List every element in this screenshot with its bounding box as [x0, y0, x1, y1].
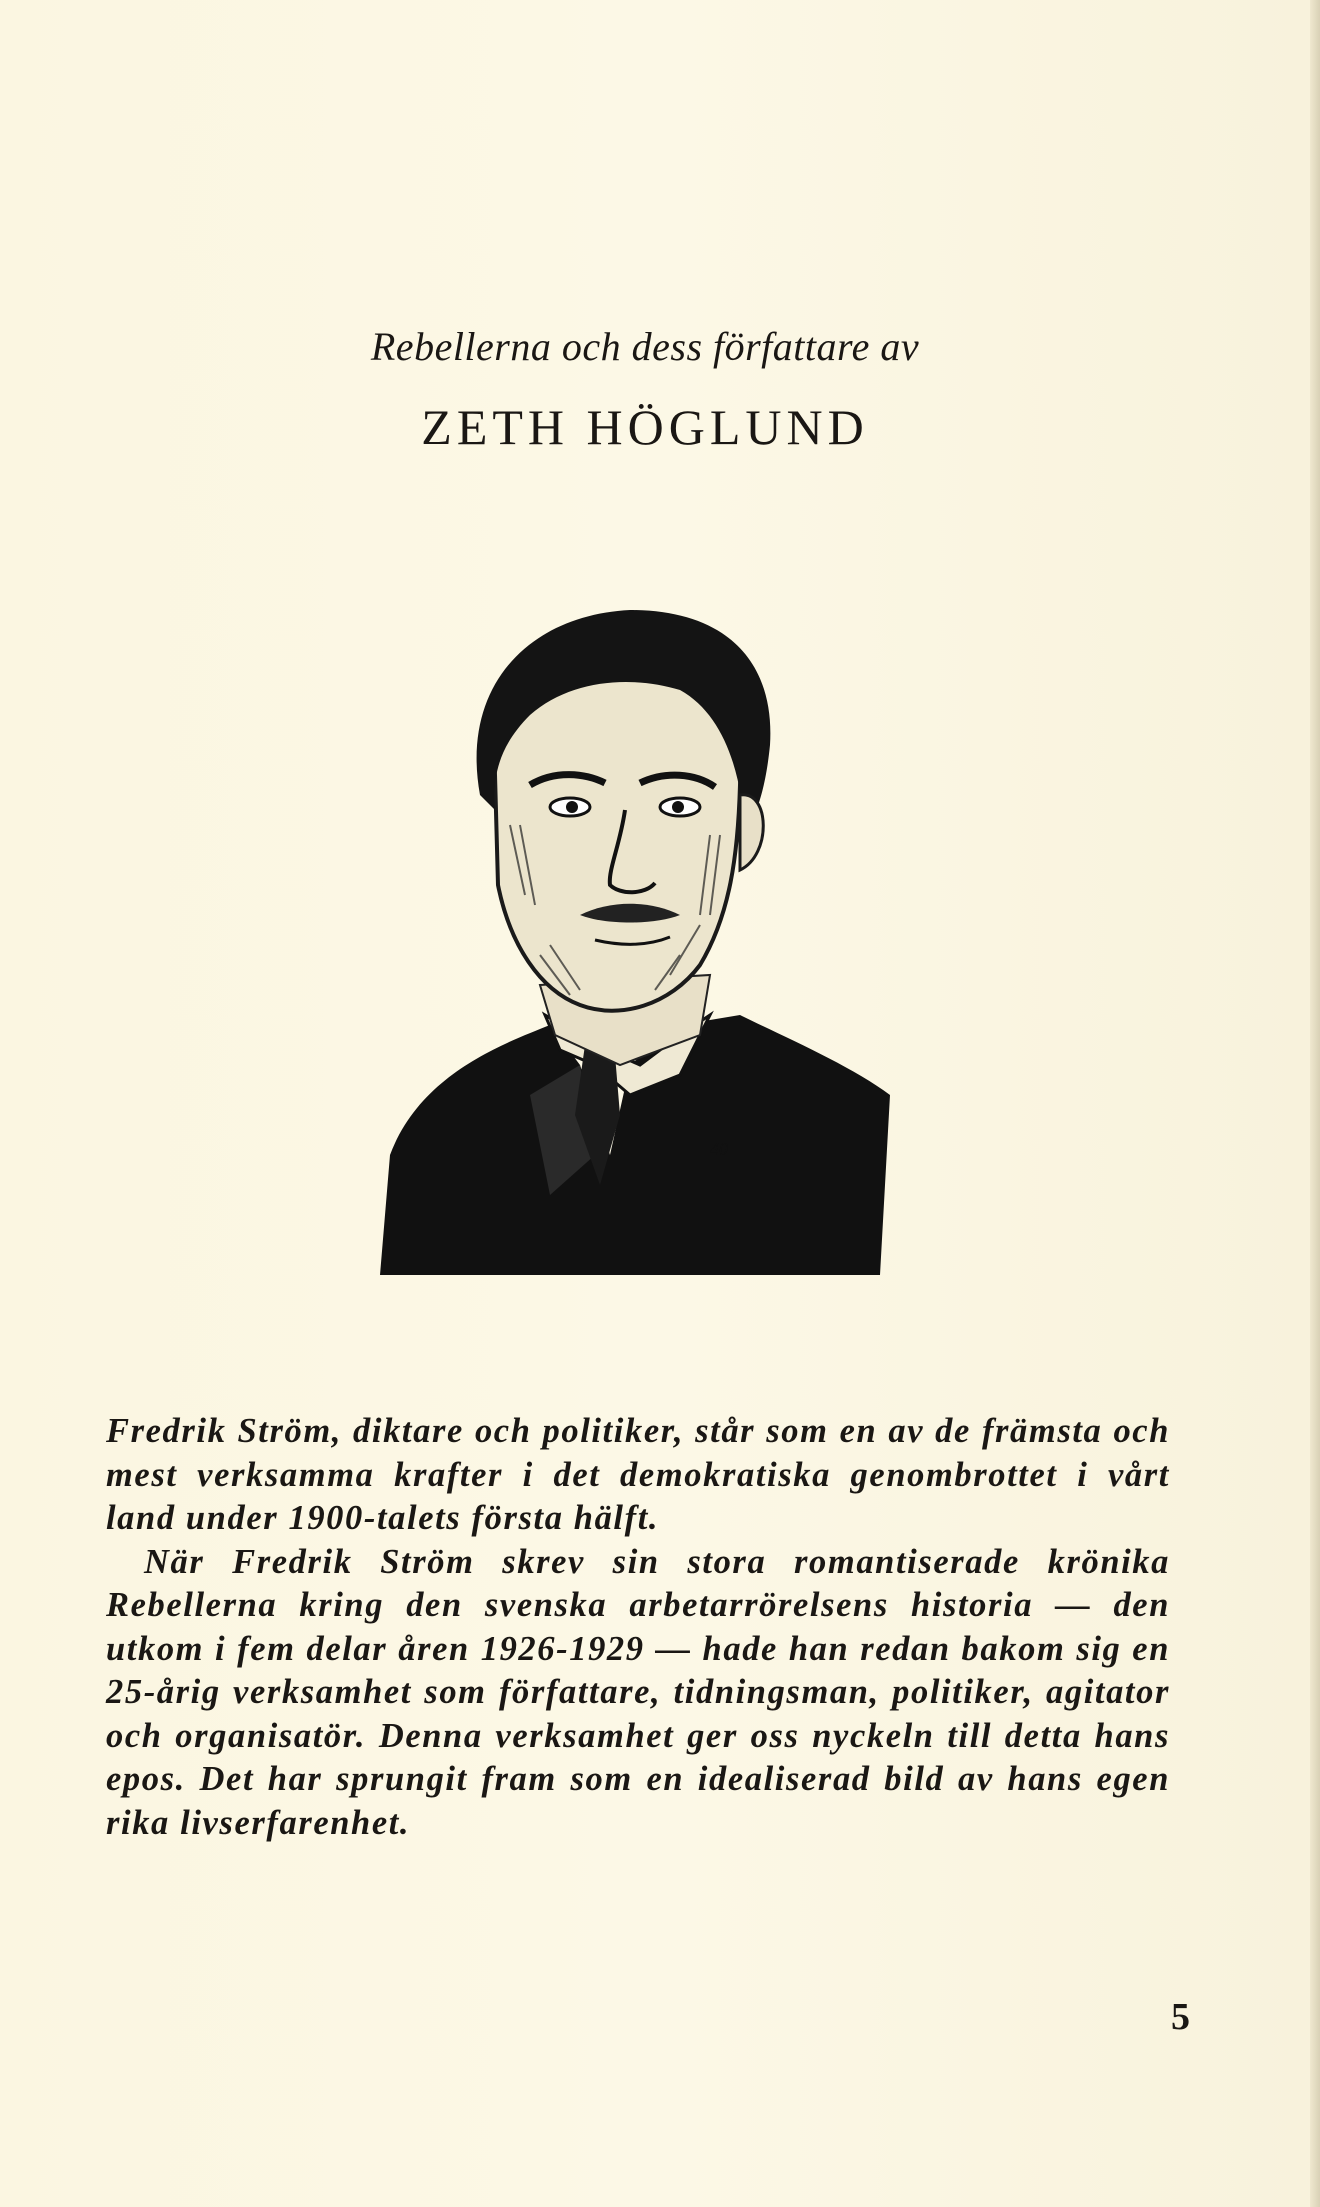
portrait-drawing-icon — [380, 595, 900, 1275]
portrait-signature: 40 — [710, 1139, 728, 1159]
body-text — [106, 1410, 1170, 1845]
paragraph-intro: Fredrik Ström, diktare och politiker, står som en av de främsta och mest verksamma krafter i det demokratiska genombrottet i vårt land under 1900-talets första hälft. — [106, 1412, 1170, 1537]
page-edge — [1310, 0, 1320, 2207]
author-name: ZETH HÖGLUND — [421, 399, 869, 455]
paragraph-main: När Fredrik Ström skrev sin stora romantiserade krönika Rebellerna kring den svenska arbetarrörelsens historia — den utkom i fem delar åren 1926-1929 — hade han redan bakom sig en 25-årig verksamhet som författare, tidningsman, politiker, agitator och organisatör. Denna verksamhet ger oss nyckeln till detta hans epos. Det har sprungit fram som en idealiserad bild av hans egen rika livserfarenhet. — [106, 1542, 1170, 1842]
page-subtitle: Rebellerna och dess författare av — [370, 324, 920, 369]
page-number: 5 — [1171, 1996, 1190, 2038]
